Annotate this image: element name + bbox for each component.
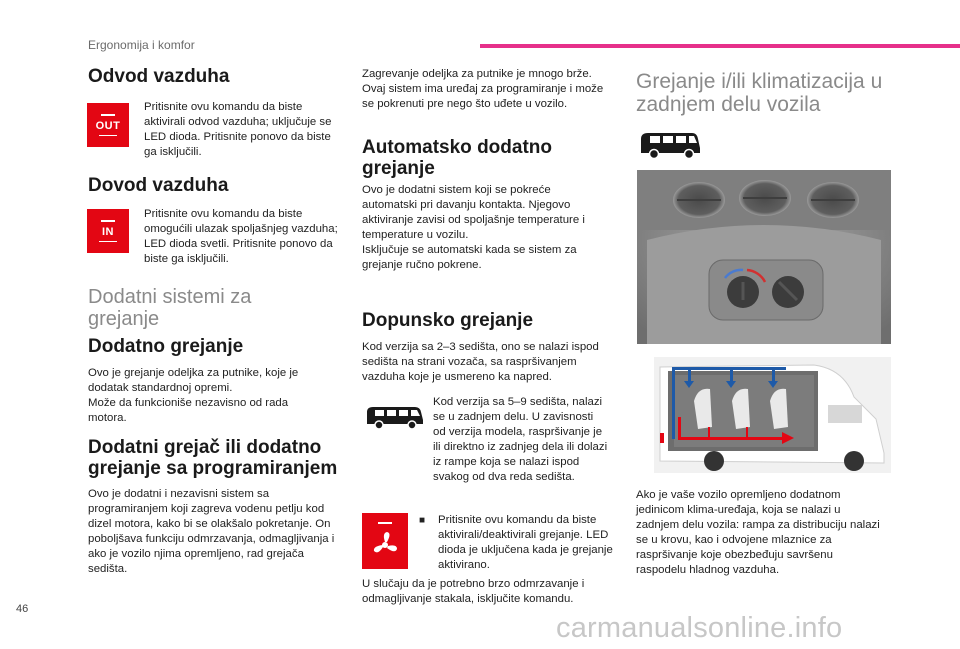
grejac-title: Dodatni grejač ili dodatno grejanje sa programiranjem xyxy=(88,437,338,479)
fan-button-text: Pritisnite ovu komandu da biste aktivirali/deaktivirali grejanje. LED dioda je uključena kada je grejanje aktivirano. xyxy=(438,514,613,571)
header-accent-bar xyxy=(480,44,960,48)
led-indicator xyxy=(101,220,115,222)
led-indicator xyxy=(101,114,115,116)
dodatni-sistemi-title: Dodatni sistemi za grejanje xyxy=(88,286,252,330)
rear-control-panel-photo xyxy=(637,170,891,344)
right-title: Grejanje i/ili klimatizacija u zadnjem delu vozila xyxy=(636,70,883,116)
dopunsko-text: Kod verzija sa 2–3 sedišta, ono se nalazi ispod sedišta na strani vozača, sa raspršivanjem vazduha koje je usmereno ka napred. xyxy=(362,341,599,383)
fan-icon xyxy=(370,530,400,560)
out-button[interactable] xyxy=(87,103,129,147)
automatsko-text: Ovo je dodatni sistem koji se pokreće automatski pri davanju kontakta. Njegovo aktiviranje zavisi od spoljašnje temperature i temperature u vozilu. Isključuje se automatski kada se sistem za grejanje ručno pokrene. xyxy=(362,184,585,271)
odvod-title: Odvod vazduha xyxy=(88,66,230,87)
in-button[interactable] xyxy=(87,209,129,253)
van-icon xyxy=(363,402,425,432)
right-caption: Ako je vaše vozilo opremljeno dodatnom jedinicom klima-uređaja, koja se nalazi u zadnjem delu vozila: rampa za distribuciju nalazi se u krovu, kao i odvojene mlaznice za raspršivanje koje obezbeđuju savršenu raspodelu hladnog vazduha. xyxy=(636,489,880,576)
grejac-text: Ovo je dodatni i nezavisni sistem sa programiranjem koji zagreva vodenu petlju kod dizel motora, kako bi se olakšalo pokretanje. On poboljšava funkciju odmrzavanja, odmagljivanja i ako je vozilo njima opremljeno, rad grejača sedišta. xyxy=(88,488,335,575)
intro-text: Zagrevanje odeljka za putnike je mnogo brže. Ovaj sistem ima uređaj za programiranje i može se pokrenuti pre nego što uđete u vozilo. xyxy=(362,68,604,110)
dodatno-text: Ovo je grejanje odeljka za putnike, koje je dodatak standardnoj opremi. Može da funkcioniše nezavisno od rada motora. xyxy=(88,367,299,424)
rear-air-distribution-diagram xyxy=(654,357,891,473)
in-button-label: IN xyxy=(102,226,114,238)
button-underline xyxy=(99,241,117,242)
fan-button[interactable] xyxy=(362,513,408,569)
dovod-text: Pritisnite ovu komandu da biste omogućili ulazak spoljašnjeg vazduha; LED dioda svetli. Pritisnite ponovo da biste ga isključili. xyxy=(144,208,338,265)
bullet-icon: ■ xyxy=(419,515,426,526)
button-underline xyxy=(99,135,117,136)
dovod-title: Dovod vazduha xyxy=(88,175,229,196)
van-icon xyxy=(637,128,703,162)
van-version-text: Kod verzija sa 5–9 sedišta, nalazi se u zadnjem delu. U zavisnosti od verzija modela, raspršivanje je ili direktno iz zadnjeg dela ili dolazi iz rampe koja se nalazi ispod svakog od dva reda sedišta. xyxy=(433,396,608,483)
page-number: 46 xyxy=(16,603,29,615)
automatsko-title: Automatsko dodatno grejanje xyxy=(362,137,552,179)
dodatno-title: Dodatno grejanje xyxy=(88,336,244,357)
led-indicator xyxy=(378,522,392,524)
section-title: Ergonomija i komfor xyxy=(88,38,195,52)
dopunsko-title: Dopunsko grejanje xyxy=(362,310,534,331)
closing-text: U slučaju da je potrebno brzo odmrzavanje i odmagljivanje stakala, isključite komandu. xyxy=(362,578,585,605)
odvod-text: Pritisnite ovu komandu da biste aktivirali odvod vazduha; uključuje se LED dioda. Pritisnite ponovo da biste ga isključili. xyxy=(144,101,332,158)
out-button-label: OUT xyxy=(95,120,121,132)
watermark: carmanualsonline.info xyxy=(556,612,843,644)
